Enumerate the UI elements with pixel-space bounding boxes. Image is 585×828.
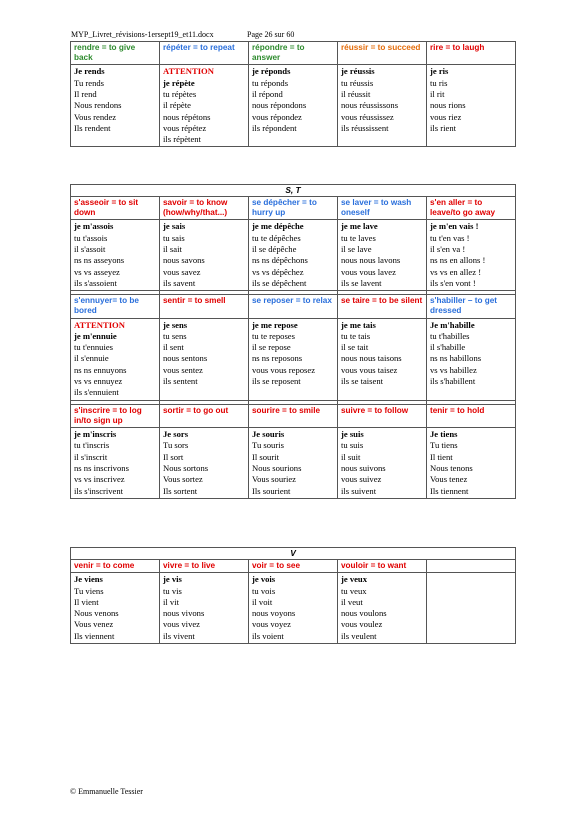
- verb-header: sentir = to smell: [160, 295, 249, 318]
- page-header: [71, 30, 295, 39]
- verb-header: tenir = to hold: [427, 404, 516, 427]
- conjugation-line: je m'ennuie: [74, 330, 117, 341]
- conjugation-line: je vis: [163, 574, 182, 585]
- conjugation-line: il rit: [430, 89, 445, 99]
- conjugation-line: vous suivez: [341, 474, 382, 485]
- conjugation-cell: [249, 428, 338, 499]
- conjugation-line: il se tait: [341, 342, 369, 353]
- conjugation-line: je m'assois: [74, 221, 114, 232]
- conjugation-line: Je viens: [74, 574, 103, 585]
- conjugation-line: Nous sourions: [252, 462, 302, 473]
- conjugation-line: vs vs habillez: [430, 364, 477, 375]
- conjugation-line: tu sais: [163, 232, 185, 243]
- conjugation-line: ils s'ennuient: [74, 387, 119, 398]
- conjugation-line: ils s'inscrivent: [74, 485, 124, 496]
- verb-header: se laver = to wash oneself: [338, 197, 427, 220]
- conjugation-line: Je souris: [252, 429, 285, 440]
- document-filename: MYP_Livret_révisions-1ersept19_et11.docx: [71, 30, 214, 39]
- conjugation-line: Je rends: [74, 66, 105, 77]
- conjugation-line: nous sentons: [163, 353, 208, 364]
- attention-label: ATTENTION: [163, 66, 214, 77]
- conjugation-cell: [338, 573, 427, 644]
- verb-header: savoir = to know (how/why/that...): [160, 197, 249, 220]
- conjugation-line: Il sort: [163, 451, 184, 462]
- conjugation-cell: [71, 65, 160, 147]
- conjugation-cell: [427, 428, 516, 499]
- conjugation-line: je sais: [163, 221, 186, 232]
- conjugation-line: Ils tiennent: [430, 485, 469, 496]
- conjugation-line: nous répondons: [252, 100, 307, 111]
- conjugation-line: Nous rendons: [74, 100, 122, 111]
- conjugation-line: vous voyez: [252, 619, 291, 630]
- verb-table-section: [70, 41, 516, 147]
- conjugation-cell: [427, 65, 516, 147]
- conjugation-line: tu veux: [341, 585, 367, 596]
- conjugation-line: nous réussissons: [341, 100, 399, 111]
- verb-header: vivre = to live: [160, 560, 249, 573]
- conjugation-line: ils savent: [163, 277, 196, 288]
- conjugation-line: ns ns inscrivons: [74, 462, 129, 473]
- verb-header: suivre = to follow: [338, 404, 427, 427]
- conjugation-cell: [160, 318, 249, 400]
- conjugation-line: Vous venez: [74, 619, 114, 630]
- conjugation-line: ns ns habillons: [430, 353, 482, 364]
- conjugation-cell: [160, 220, 249, 291]
- conjugation-line: Vous souriez: [252, 474, 297, 485]
- verb-table-section: [70, 184, 516, 499]
- conjugation-line: vs vs en allez !: [430, 266, 482, 277]
- conjugation-cell: [160, 428, 249, 499]
- conjugation-line: vs vs ennuyez: [74, 376, 123, 387]
- conjugation-line: ils suivent: [341, 485, 377, 496]
- verb-header: s'ennuyer= to be bored: [71, 295, 160, 318]
- conjugation-cell: [427, 573, 516, 644]
- conjugation-line: nous vivons: [163, 608, 205, 619]
- conjugation-cell: [160, 573, 249, 644]
- conjugation-line: tu t'en vas !: [430, 232, 470, 243]
- conjugation-line: je me repose: [252, 319, 298, 330]
- conjugation-line: tu t'assois: [74, 232, 108, 243]
- conjugation-line: il réussit: [341, 89, 371, 99]
- conjugation-line: Je m'habille: [430, 319, 475, 330]
- conjugation-cell: [338, 318, 427, 400]
- conjugation-line: Nous venons: [74, 608, 119, 619]
- conjugation-line: tu t'inscris: [74, 440, 110, 451]
- verb-table-section: [70, 547, 516, 644]
- conjugation-line: ils se lavent: [341, 277, 382, 288]
- conjugation-line: Je sors: [163, 429, 189, 440]
- conjugation-line: Nous sortons: [163, 462, 209, 473]
- conjugation-line: ns ns ennuyons: [74, 364, 127, 375]
- conjugation-line: tu réussis: [341, 77, 374, 88]
- conjugation-line: tu te laves: [341, 232, 376, 243]
- conjugation-line: tu t'ennuies: [74, 342, 114, 353]
- section-title: S, T: [71, 185, 516, 197]
- conjugation-line: ils réussissent: [341, 122, 389, 133]
- verb-header: se dépêcher = to hurry up: [249, 197, 338, 220]
- conjugation-cell: [338, 220, 427, 291]
- verb-header: voir = to see: [249, 560, 338, 573]
- conjugation-line: il s'habille: [430, 342, 466, 353]
- conjugation-line: Vous rendez: [74, 111, 117, 122]
- conjugation-line: ns ns asseyons: [74, 255, 125, 266]
- conjugation-line: nous suivons: [341, 462, 386, 473]
- conjugation-line: je m'en vais !: [430, 221, 479, 232]
- conjugation-line: il se lave: [341, 244, 372, 254]
- conjugation-line: nous rions: [430, 100, 466, 111]
- verb-header: s'en aller = to leave/to go away: [427, 197, 516, 220]
- conjugation-line: Tu viens: [74, 585, 104, 596]
- verb-header: sourire = to smile: [249, 404, 338, 427]
- conjugation-line: Ils sortent: [163, 485, 198, 496]
- verb-header: s'inscrire = to log in/to sign up: [71, 404, 160, 427]
- conjugation-line: je réussis: [341, 66, 375, 77]
- conjugation-line: Vous tenez: [430, 474, 468, 485]
- conjugation-line: vous vous lavez: [341, 266, 396, 277]
- conjugation-line: nous voulons: [341, 608, 387, 619]
- conjugation-line: je vois: [252, 574, 276, 585]
- conjugation-line: nous voyons: [252, 608, 296, 619]
- conjugation-line: tu suis: [341, 440, 364, 451]
- conjugation-line: Tu souris: [252, 440, 284, 451]
- conjugation-line: vous réussissez: [341, 111, 394, 122]
- conjugation-line: ils s'habillent: [430, 376, 476, 387]
- verb-header: rendre = to give back: [71, 42, 160, 65]
- conjugation-line: il vit: [163, 596, 179, 607]
- conjugation-line: ns ns reposons: [252, 353, 303, 364]
- conjugation-line: il répond: [252, 89, 283, 99]
- conjugation-line: ns ns dépêchons: [252, 255, 308, 266]
- conjugation-line: tu réponds: [252, 77, 289, 88]
- conjugation-cell: [427, 220, 516, 291]
- conjugation-line: Il tient: [430, 451, 453, 462]
- conjugation-line: Nous tenons: [430, 462, 473, 473]
- conjugation-cell: [71, 428, 160, 499]
- conjugation-line: vous riez: [430, 111, 462, 122]
- conjugation-cell: [427, 318, 516, 400]
- conjugation-line: vs vs dépêchez: [252, 266, 304, 277]
- conjugation-cell: [71, 573, 160, 644]
- conjugation-line: il veut: [341, 596, 363, 607]
- conjugation-line: ils vivent: [163, 630, 195, 641]
- conjugation-line: ils se taisent: [341, 376, 384, 387]
- conjugation-line: Il rend: [74, 89, 97, 99]
- conjugation-line: Je tiens: [430, 429, 458, 440]
- conjugation-cell: [338, 65, 427, 147]
- conjugation-line: je me lave: [341, 221, 378, 232]
- conjugation-line: Tu rends: [74, 77, 105, 88]
- conjugation-line: vs vs inscrivez: [74, 474, 125, 485]
- verb-header: sortir = to go out: [160, 404, 249, 427]
- section-title: V: [71, 548, 516, 560]
- conjugation-line: vous vous taisez: [341, 364, 398, 375]
- conjugation-cell: [249, 220, 338, 291]
- conjugation-line: ns ns en allons !: [430, 255, 486, 266]
- conjugation-line: tu vis: [163, 585, 182, 596]
- conjugation-line: il s'en va !: [430, 244, 466, 254]
- conjugation-line: il suit: [341, 451, 361, 462]
- conjugation-cell: [249, 573, 338, 644]
- conjugation-line: tu ris: [430, 77, 448, 88]
- conjugation-line: nous répétons: [163, 111, 211, 122]
- conjugation-line: il voit: [252, 596, 273, 607]
- conjugation-line: nous savons: [163, 255, 205, 266]
- conjugation-line: ils rient: [430, 122, 457, 133]
- conjugation-line: il s'assoit: [74, 244, 106, 254]
- conjugation-line: nous nous taisons: [341, 353, 402, 364]
- verb-header: s'habiller – to get dressed: [427, 295, 516, 318]
- conjugation-line: Ils viennent: [74, 630, 115, 641]
- conjugation-line: il sait: [163, 244, 182, 254]
- conjugation-line: ils se reposent: [252, 376, 301, 387]
- verb-header: répondre = to answer: [249, 42, 338, 65]
- conjugation-line: Il vient: [74, 596, 99, 607]
- conjugation-line: vs vs asseyez: [74, 266, 120, 277]
- conjugation-line: ils se dépêchent: [252, 277, 307, 288]
- verb-header: [427, 560, 516, 573]
- conjugation-line: tu te dépêches: [252, 232, 301, 243]
- conjugation-line: ils veulent: [341, 630, 377, 641]
- conjugation-line: tu te reposes: [252, 330, 295, 341]
- conjugation-line: je m'inscris: [74, 429, 117, 440]
- conjugation-line: ils répètent: [163, 134, 201, 145]
- conjugation-line: vous vivez: [163, 619, 200, 630]
- conjugation-cell: [71, 220, 160, 291]
- conjugation-line: je me dépêche: [252, 221, 304, 232]
- conjugation-cell: [160, 65, 249, 147]
- conjugation-line: ils s'assoient: [74, 277, 117, 288]
- conjugation-line: Ils sourient: [252, 485, 291, 496]
- conjugation-line: nous nous lavons: [341, 255, 401, 266]
- verb-header: venir = to come: [71, 560, 160, 573]
- conjugation-line: Tu sors: [163, 440, 189, 451]
- conjugation-line: Tu tiens: [430, 440, 458, 451]
- conjugation-line: vous répétez: [163, 122, 207, 133]
- conjugation-line: je suis: [341, 429, 364, 440]
- conjugation-line: vous répondez: [252, 111, 302, 122]
- verb-header: rire = to laugh: [427, 42, 516, 65]
- conjugation-line: vous sentez: [163, 364, 203, 375]
- verb-header: s'asseoir = to sit down: [71, 197, 160, 220]
- verb-header: réussir = to succeed: [338, 42, 427, 65]
- conjugation-line: je sens: [163, 319, 188, 330]
- conjugation-line: Il sourit: [252, 451, 279, 462]
- conjugation-line: tu te tais: [341, 330, 371, 341]
- conjugation-cell: [338, 428, 427, 499]
- conjugation-line: je me tais: [341, 319, 376, 330]
- conjugation-line: vous savez: [163, 266, 201, 277]
- verb-header: répéter = to repeat: [160, 42, 249, 65]
- conjugation-line: tu t'habilles: [430, 330, 470, 341]
- conjugation-line: il s'ennuie: [74, 353, 109, 364]
- copyright-footer: © Emmanuelle Tessier: [70, 787, 143, 796]
- page-number: Page 26 sur 60: [247, 30, 295, 39]
- verb-header: se reposer = to relax: [249, 295, 338, 318]
- conjugation-line: je veux: [341, 574, 368, 585]
- conjugation-line: vous voulez: [341, 619, 383, 630]
- conjugation-line: Ils rendent: [74, 122, 111, 133]
- conjugation-line: il répète: [163, 100, 191, 111]
- conjugation-line: Vous sortez: [163, 474, 203, 485]
- conjugation-line: je ris: [430, 66, 449, 77]
- conjugation-line: il s'inscrit: [74, 451, 108, 462]
- conjugation-line: tu vois: [252, 585, 276, 596]
- conjugation-line: tu sens: [163, 330, 187, 341]
- conjugation-line: il se dépêche: [252, 244, 297, 254]
- conjugation-line: il se repose: [252, 342, 291, 353]
- conjugation-line: ils s'en vont !: [430, 277, 476, 288]
- conjugation-line: je répète: [163, 77, 195, 88]
- conjugation-line: il sent: [163, 342, 184, 353]
- conjugation-cell: [249, 318, 338, 400]
- conjugation-line: tu répètes: [163, 89, 197, 99]
- conjugation-line: ils voient: [252, 630, 284, 641]
- attention-label: ATTENTION: [74, 319, 125, 330]
- conjugation-cell: [249, 65, 338, 147]
- conjugation-line: ils sentent: [163, 376, 198, 387]
- conjugation-line: vous vous reposez: [252, 364, 316, 375]
- conjugation-line: je réponds: [252, 66, 291, 77]
- conjugation-cell: [71, 318, 160, 400]
- verb-header: se taire = to be silent: [338, 295, 427, 318]
- conjugation-line: ils répondent: [252, 122, 297, 133]
- verb-header: vouloir = to want: [338, 560, 427, 573]
